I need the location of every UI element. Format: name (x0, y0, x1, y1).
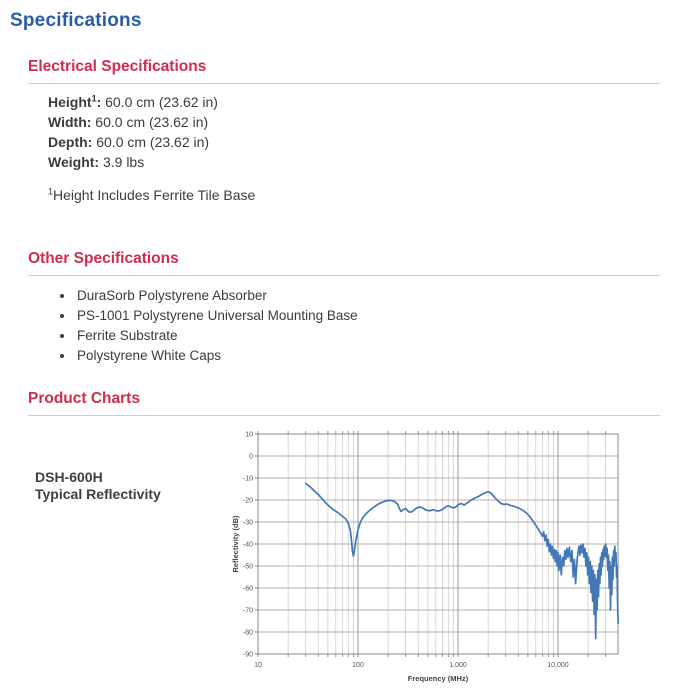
page-title: Specifications (10, 10, 142, 31)
footnote-text: Height Includes Ferrite Tile Base (53, 187, 256, 203)
svg-text:1,000: 1,000 (449, 662, 467, 669)
electrical-spec-list (48, 92, 660, 172)
svg-text:-20: -20 (242, 497, 253, 505)
list-item: • Polystyrene White Caps (75, 346, 660, 366)
electrical-specifications-section (28, 58, 660, 204)
list-item: • PS-1001 Polystyrene Universal Mounting Base (75, 306, 660, 326)
height-footnote (48, 186, 660, 204)
product-charts-heading: Product Charts (28, 390, 660, 416)
other-specifications-section (28, 250, 660, 366)
svg-text:-90: -90 (242, 651, 253, 659)
spec-label: Height$^1$: (48, 93, 102, 110)
spec-row: Height$^1$: 60.0 cm (23.62 in) (48, 93, 218, 110)
svg-text:Frequency (MHz): Frequency (MHz) (407, 674, 469, 683)
chart-caption-model: DSH-600H (35, 469, 103, 485)
svg-text:10: 10 (254, 662, 262, 669)
svg-text:-50: -50 (242, 563, 253, 571)
svg-text:-10: -10 (242, 475, 253, 483)
list-item: • DuraSorb Polystyrene Absorber (75, 286, 660, 306)
footnote-superscript: 1 (48, 186, 54, 197)
spec-label: Weight: (48, 154, 100, 170)
svg-text:Reflectivity (dB): Reflectivity (dB) (231, 515, 240, 573)
svg-text:-80: -80 (242, 629, 253, 637)
chart-caption-type: Typical Reflectivity (35, 486, 161, 502)
product-charts-section (28, 390, 660, 416)
svg-text:100: 100 (352, 662, 364, 669)
electrical-specifications-heading: Electrical Specifications (28, 58, 660, 84)
spec-row: Width: 60.0 cm (23.62 in) (48, 114, 209, 130)
spec-row: Weight: 3.9 lbs (48, 154, 145, 170)
svg-text:-60: -60 (242, 585, 253, 593)
svg-text:10,000: 10,000 (547, 662, 569, 669)
svg-text:-70: -70 (242, 607, 253, 615)
svg-text:0: 0 (249, 453, 253, 461)
spec-label: Depth: (48, 134, 93, 150)
svg-text:-30: -30 (242, 519, 253, 527)
chart-caption (0, 424, 228, 697)
svg-text:-40: -40 (242, 541, 253, 549)
reflectivity-chart (228, 424, 676, 697)
reflectivity-chart-row (0, 424, 676, 697)
list-item: • Ferrite Substrate (75, 326, 660, 346)
other-spec-list (28, 286, 660, 366)
svg-text:10: 10 (245, 431, 253, 439)
other-specifications-heading: Other Specifications (28, 250, 660, 276)
spec-row: Depth: 60.0 cm (23.62 in) (48, 134, 210, 150)
reflectivity-curve (306, 484, 619, 639)
spec-label: Width: (48, 114, 92, 130)
